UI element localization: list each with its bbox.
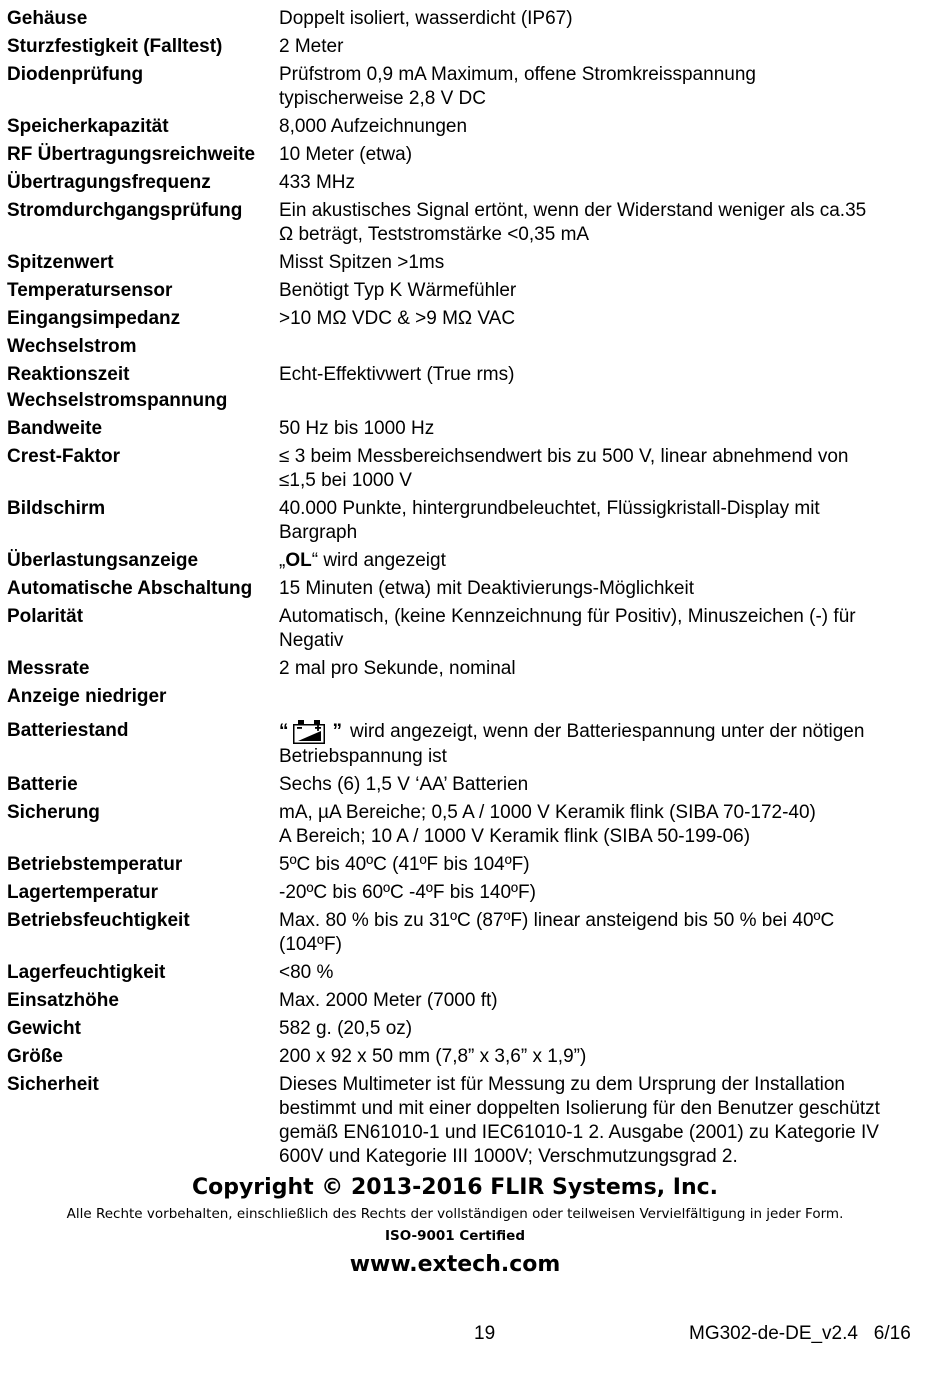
spec-value	[279, 251, 932, 275]
spec-value	[279, 63, 932, 111]
copyright-notice: Copyright © 2013-2016 FLIR Systems, Inc.	[191, 1175, 719, 1200]
spec-label: Betriebstemperatur	[7, 854, 183, 875]
spec-label: Bandweite	[7, 418, 103, 439]
spec-value-line: Max. 2000 Meter (7000 ft)	[279, 990, 498, 1011]
spec-value	[279, 1045, 932, 1069]
spec-value-line: Ein akustisches Signal ertönt, wenn der Widerstand weniger als ca.35	[279, 200, 867, 221]
spec-value-line: >10 MΩ VDC & >9 MΩ VAC	[279, 308, 516, 329]
spec-value-line: Negativ	[279, 630, 344, 651]
spec-row-batteriestand	[7, 719, 932, 769]
spec-value	[279, 199, 932, 247]
spec-value	[279, 989, 932, 1013]
spec-label: Lagertemperatur	[7, 882, 158, 903]
spec-row-sicherung	[7, 801, 932, 849]
spec-value-line: Prüfstrom 0,9 mA Maximum, offene Stromkreisspannung	[279, 64, 756, 85]
open-quote: “	[279, 721, 289, 742]
spec-label: Wechselstromspannung	[7, 390, 228, 411]
spec-value-line: Dieses Multimeter ist für Messung zu dem Ursprung der Installation	[279, 1074, 846, 1095]
spec-value	[279, 417, 932, 441]
spec-value-line: 600V und Kategorie III 1000V; Verschmutzungsgrad 2.	[279, 1146, 738, 1167]
spec-value-line: 50 Hz bis 1000 Hz	[279, 418, 435, 439]
spec-row-lagertemperatur	[7, 881, 932, 905]
spec-value-line: Max. 80 % bis zu 31ºC (87ºF) linear ansteigend bis 50 % bei 40ºC	[279, 910, 835, 931]
spec-row-lagerfeuchtigkeit	[7, 961, 932, 985]
spec-value-line: typischerweise 2,8 V DC	[279, 88, 486, 109]
spec-row-temperatursensor	[7, 279, 932, 303]
battery-icon	[291, 719, 327, 745]
spec-value	[279, 853, 932, 877]
spec-value	[279, 445, 932, 493]
spec-row-rf-reichweite	[7, 143, 932, 167]
spec-value	[279, 35, 932, 59]
website-link[interactable]: www.extech.com	[349, 1252, 561, 1277]
spec-table	[7, 7, 932, 1169]
spec-label: Eingangsimpedanz	[7, 308, 181, 329]
spec-value-line: Misst Spitzen >1ms	[279, 252, 445, 273]
spec-row-speicherkapazitaet	[7, 115, 932, 139]
spec-value	[279, 719, 932, 769]
spec-row-einsatzhoehe	[7, 989, 932, 1013]
spec-label: Überlastungsanzeige	[7, 550, 199, 571]
spec-row-betriebsfeuchtigkeit	[7, 909, 932, 957]
spec-value-line: 2 Meter	[279, 36, 344, 57]
spec-row-uebertragungsfrequenz	[7, 171, 932, 195]
spec-row-stromdurchgang	[7, 199, 932, 247]
spec-value-line: Benötigt Typ K Wärmefühler	[279, 280, 517, 301]
spec-row-polaritaet	[7, 605, 932, 653]
spec-label: Wechselstrom	[7, 336, 137, 357]
spec-row-eingangsimpedanz	[7, 307, 932, 331]
spec-value	[279, 773, 932, 797]
spec-value-line: 582 g. (20,5 oz)	[279, 1018, 413, 1039]
spec-value	[279, 171, 932, 195]
spec-label: Gehäuse	[7, 8, 88, 29]
spec-value-line: (104ºF)	[279, 934, 342, 955]
spec-value-line: 433 MHz	[279, 172, 356, 193]
spec-row-ueberlastungsanzeige	[7, 549, 932, 573]
spec-value	[279, 881, 932, 905]
spec-value	[279, 389, 932, 413]
spec-value	[279, 335, 932, 359]
spec-row-automatische-abschaltung	[7, 577, 932, 601]
spec-value-line: gemäß EN61010-1 und IEC61010-1 2. Ausgabe (2001) zu Kategorie IV	[279, 1122, 879, 1143]
spec-value-line: „OL“ wird angezeigt	[279, 550, 446, 571]
spec-value-line: A Bereich; 10 A / 1000 V Keramik flink (SIBA 50-199-06)	[279, 826, 751, 847]
spec-value	[279, 577, 932, 601]
spec-label: Bildschirm	[7, 498, 106, 519]
spec-value	[279, 497, 932, 545]
spec-value-line: 200 x 92 x 50 mm (7,8” x 3,6” x 1,9”)	[279, 1046, 587, 1067]
spec-value	[279, 307, 932, 331]
spec-label: Spitzenwert	[7, 252, 114, 273]
spec-value-line: ≤1,5 bei 1000 V	[279, 470, 412, 491]
spec-row-crest-faktor	[7, 445, 932, 493]
spec-label: Gewicht	[7, 1018, 81, 1039]
spec-value	[279, 909, 932, 957]
spec-label: RF Übertragungsreichweite	[7, 144, 256, 165]
spec-label: Stromdurchgangsprüfung	[7, 200, 243, 221]
rights-notice: Alle Rechte vorbehalten, einschließlich des Rechts der vollständigen oder teilweisen Vervielfältigung in jeder Form.	[66, 1206, 844, 1222]
spec-label: Automatische Abschaltung	[7, 578, 253, 599]
spec-label: Reaktionszeit	[7, 364, 130, 385]
spec-label: Batteriestand	[7, 720, 129, 741]
spec-label: Übertragungsfrequenz	[7, 172, 211, 193]
spec-label: Größe	[7, 1046, 63, 1067]
spec-label: Speicherkapazität	[7, 116, 169, 137]
spec-label: Sicherung	[7, 802, 100, 823]
spec-value	[279, 549, 932, 573]
spec-value-line: 8,000 Aufzeichnungen	[279, 116, 468, 137]
spec-label: Messrate	[7, 658, 90, 679]
spec-value-line: 5ºC bis 40ºC (41ºF bis 104ºF)	[279, 854, 530, 875]
spec-row-spitzenwert	[7, 251, 932, 275]
spec-value-line: Automatisch, (keine Kennzeichnung für Positiv), Minuszeichen (-) für	[279, 606, 856, 627]
spec-row-reaktionszeit	[7, 363, 932, 387]
spec-label: Einsatzhöhe	[7, 990, 119, 1011]
iso-certification: ISO-9001 Certified	[385, 1228, 525, 1244]
spec-value	[279, 1017, 932, 1041]
document-id: MG302-de-DE_v2.4 6/16	[689, 1323, 911, 1344]
spec-value-line: Doppelt isoliert, wasserdicht (IP67)	[279, 8, 573, 29]
spec-value-line: 10 Meter (etwa)	[279, 144, 413, 165]
spec-label: Anzeige niedriger	[7, 686, 167, 707]
spec-value	[279, 801, 932, 849]
spec-value-line: Echt-Effektivwert (True rms)	[279, 364, 515, 385]
spec-value	[279, 279, 932, 303]
spec-label: Diodenprüfung	[7, 64, 144, 85]
spec-row-gehaeuse	[7, 7, 932, 31]
spec-row-sicherheit	[7, 1073, 932, 1169]
spec-label: Sicherheit	[7, 1074, 99, 1095]
spec-value-line: ≤ 3 beim Messbereichsendwert bis zu 500 V, linear abnehmend von	[279, 446, 849, 467]
spec-label: Batterie	[7, 774, 78, 795]
spec-label: Lagerfeuchtigkeit	[7, 962, 166, 983]
spec-value-line: mA, µA Bereiche; 0,5 A / 1000 V Keramik flink (SIBA 70-172-40)	[279, 802, 816, 823]
spec-value	[279, 7, 932, 31]
spec-value-line: 15 Minuten (etwa) mit Deaktivierungs-Möglichkeit	[279, 578, 694, 599]
spec-row-gewicht	[7, 1017, 932, 1041]
spec-value	[279, 115, 932, 139]
spec-label: Betriebsfeuchtigkeit	[7, 910, 190, 931]
spec-row-wechselstromspannung	[7, 389, 932, 413]
spec-value	[279, 961, 932, 985]
spec-value-line: Ω beträgt, Teststromstärke <0,35 mA	[279, 224, 590, 245]
spec-value	[279, 685, 932, 709]
spec-value	[279, 605, 932, 653]
spec-row-messrate	[7, 657, 932, 681]
spec-row-betriebstemperatur	[7, 853, 932, 877]
spec-value-line: Betriebspannung ist	[279, 746, 447, 767]
spec-row-diodenpruefung	[7, 63, 932, 111]
spec-value-line: 40.000 Punkte, hintergrundbeleuchtet, Flüssigkristall-Display mit	[279, 498, 820, 519]
spec-value-line: bestimmt und mit einer doppelten Isolierung für den Benutzer geschützt	[279, 1098, 880, 1119]
spec-value	[279, 1073, 932, 1169]
spec-value-line: Sechs (6) 1,5 V ‘AA’ Batterien	[279, 774, 529, 795]
spec-row-bildschirm	[7, 497, 932, 545]
spec-value-line: Bargraph	[279, 522, 358, 543]
spec-value	[279, 657, 932, 681]
spec-row-bandweite	[7, 417, 932, 441]
spec-label: Polarität	[7, 606, 84, 627]
spec-row-sturzfestigkeit	[7, 35, 932, 59]
page-number: 19	[474, 1323, 496, 1344]
spec-value	[279, 143, 932, 167]
spec-label: Temperatursensor	[7, 280, 173, 301]
spec-label: Sturzfestigkeit (Falltest)	[7, 36, 223, 57]
spec-row-anzeige-niedriger	[7, 685, 932, 709]
spec-value-line: wird angezeigt, wenn der Batteriespannung unter der nötigen	[350, 721, 865, 742]
spec-value-line: -20ºC bis 60ºC -4ºF bis 140ºF)	[279, 882, 536, 903]
close-quote: ”	[332, 721, 342, 742]
spec-row-wechselstrom	[7, 335, 932, 359]
spec-value-line: 2 mal pro Sekunde, nominal	[279, 658, 516, 679]
spec-row-batterie	[7, 773, 932, 797]
spec-value	[279, 363, 932, 387]
spec-row-groesse	[7, 1045, 932, 1069]
spec-label: Crest-Faktor	[7, 446, 120, 467]
spec-value-line: <80 %	[279, 962, 334, 983]
